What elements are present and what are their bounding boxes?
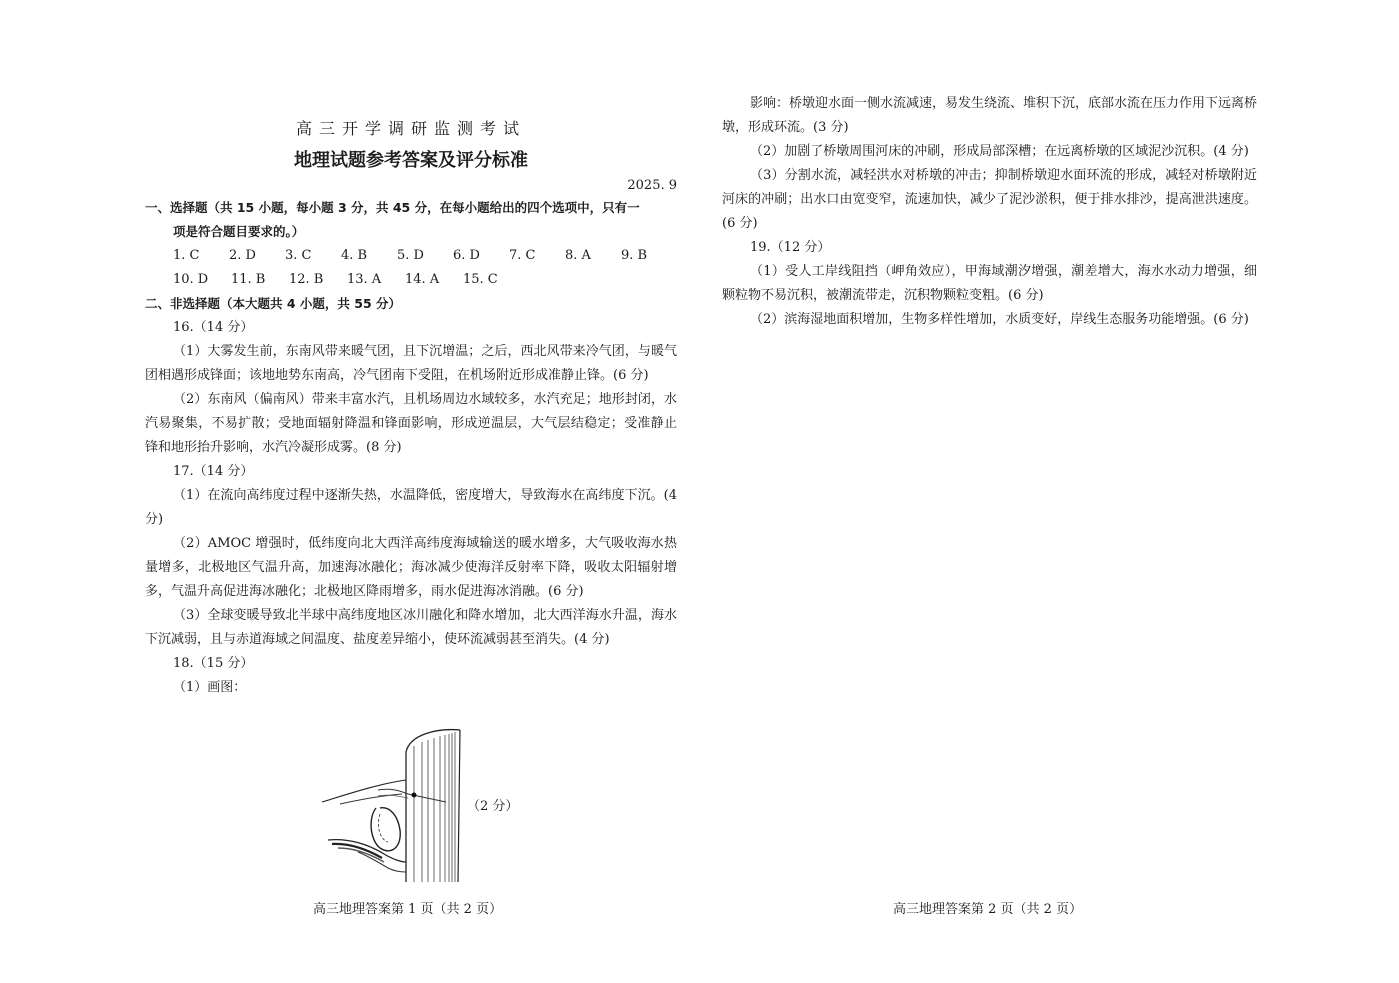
q19-answer-2: （2）滨海湿地面积增加，生物多样性增加，水质变好，岸线生态服务功能增强。(6 分) <box>750 312 1249 327</box>
mc-answer: 6. D <box>453 248 480 263</box>
q17-answer-3: （3）全球变暖导致北半球中高纬度地区冰川融化和降水增加，北大西洋海水升温，海水下沉减弱，且与赤道海域之间温度、盐度差异缩小，使环流减弱甚至消失。(4 分) <box>145 608 677 647</box>
section1-heading: 一、选择题（共 15 小题，每小题 3 分，共 45 分，在每小题给出的四个选项中，只有一 <box>145 200 640 215</box>
q16-answer-1: （1）大雾发生前，东南风带来暖气团，且下沉增温；之后，西北风带来冷气团，与暖气团相遇形成锋面；该地地势东南高，冷气团南下受阻，在机场附近形成准静止锋。(6 分) <box>145 344 677 383</box>
mc-answers-row2 <box>145 268 677 292</box>
mc-answer: 1. C <box>173 248 200 263</box>
section2-heading: 二、非选择题（本大题共 4 小题，共 55 分） <box>145 296 402 311</box>
q18-answer-3: （2）加剧了桥墩周围河床的冲刷，形成局部深槽；在远离桥墩的区域泥沙沉积。(4 分) <box>750 144 1249 159</box>
mc-answer: 13. A <box>347 272 382 287</box>
mc-answer: 8. A <box>565 248 591 263</box>
mc-answer: 9. B <box>621 248 648 263</box>
mc-answer: 14. A <box>405 272 440 287</box>
q19-answer-1: （1）受人工岸线阻挡（岬角效应），甲海域潮汐增强，潮差增大，海水水动力增强，细颗粒物不易沉积，被潮流带走，沉积物颗粒变粗。(6 分) <box>722 264 1257 303</box>
mc-answer: 11. B <box>231 272 266 287</box>
mc-answers-row1 <box>145 244 677 268</box>
exam-date: 2025. 9 <box>627 178 677 193</box>
mc-answer: 10. D <box>173 272 209 287</box>
page-left <box>145 112 677 700</box>
mc-answer: 15. C <box>463 272 498 287</box>
mc-answer: 4. B <box>341 248 368 263</box>
q18-answer-4: （3）分割水流，减轻洪水对桥墩的冲击；抑制桥墩迎水面环流的形成，减轻对桥墩附近河床的冲刷；出水口由宽变窄，流速加快，减少了泥沙淤积，便于排水排沙，提高泄洪速度。(6 分) <box>722 168 1257 231</box>
footer-left: 高三地理答案第 1 页（共 2 页） <box>313 902 503 917</box>
q17-answer-1: （1）在流向高纬度过程中逐渐失热，水温降低，密度增大，导致海水在高纬度下沉。(4 分) <box>145 488 677 527</box>
q16-label: 16.（14 分） <box>173 320 254 335</box>
footer-right: 高三地理答案第 2 页（共 2 页） <box>893 902 1083 917</box>
mc-answer: 3. C <box>285 248 312 263</box>
mc-answer: 2. D <box>229 248 256 263</box>
q16-answer-2: （2）东南风（偏南风）带来丰富水汽，且机场周边水域较多，水汽充足；地形封闭，水汽易聚集，不易扩散；受地面辐射降温和锋面影响，形成逆温层，大气层结稳定；受准静止锋和地形抬升影响，水汽冷凝形成雾。(8 分) <box>145 392 677 455</box>
q19-label: 19.（12 分） <box>750 240 831 255</box>
q17-label: 17.（14 分） <box>173 464 254 479</box>
q18-answer-2: 影响：桥墩迎水面一侧水流减速，易发生绕流、堆积下沉，底部水流在压力作用下远离桥墩，形成环流。(3 分) <box>722 96 1258 135</box>
answer-key-title: 地理试题参考答案及评分标准 <box>294 150 528 171</box>
mc-answer: 7. C <box>509 248 536 263</box>
page-right <box>722 92 1257 332</box>
exam-title: 高三开学调研监测考试 <box>295 119 526 138</box>
q18-answer-1: （1）画图： <box>173 680 247 695</box>
section1-heading-cont: 项是符合题目要求的。） <box>173 224 305 239</box>
figure-score: （2 分） <box>467 799 519 814</box>
mc-answer: 5. D <box>397 248 424 263</box>
mc-answer: 12. B <box>289 272 324 287</box>
q17-answer-2: （2）AMOC 增强时，低纬度向北大西洋高纬度海域输送的暖水增多，大气吸收海水热量增多，北极地区气温升高，加速海冰融化；海冰减少使海洋反射率下降，吸收太阳辐射增多，气温升高促进海冰融化；北极地区降雨增多，雨水促进海冰消融。(6 分) <box>145 536 677 599</box>
q18-label: 18.（15 分） <box>173 656 254 671</box>
